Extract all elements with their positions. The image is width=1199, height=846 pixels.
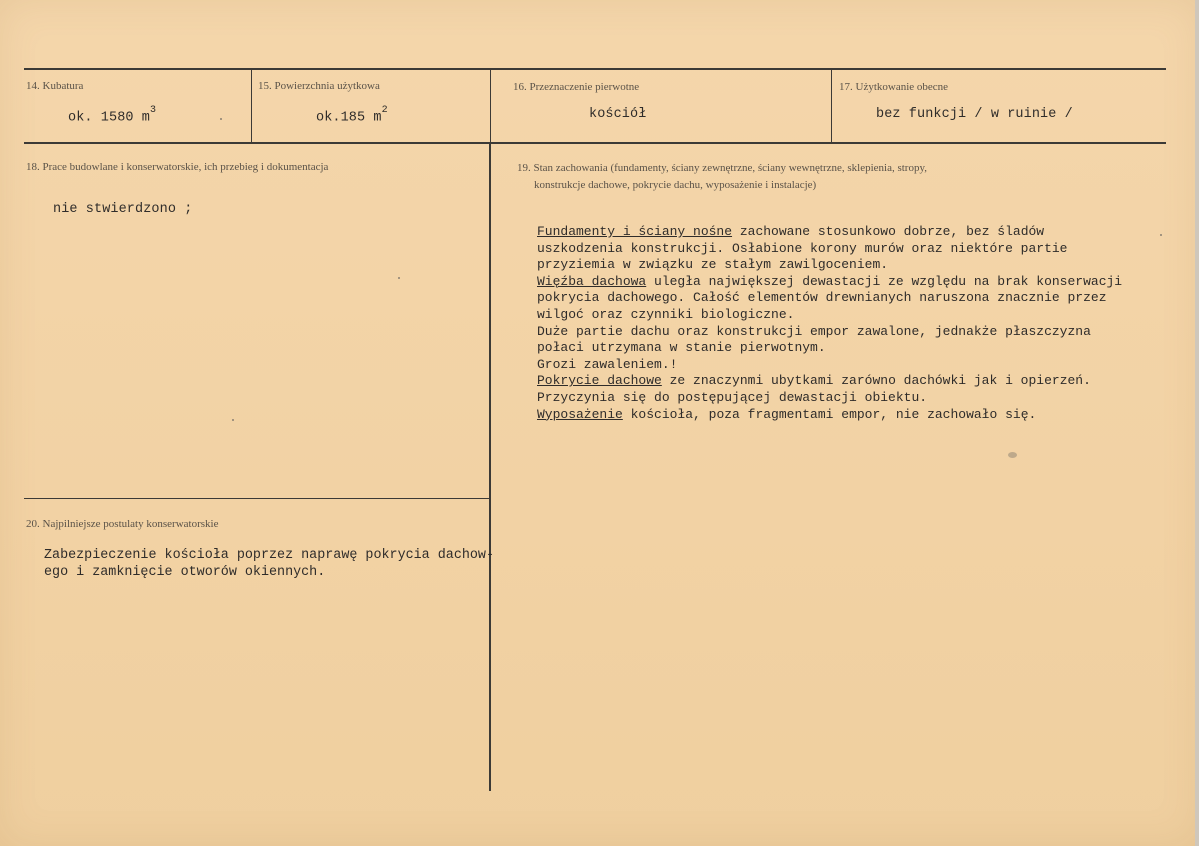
condition-heading: Pokrycie dachowe [537, 373, 662, 389]
paper-speck [232, 419, 234, 421]
field-18-label: 18. Prace budowlane i konserwatorskie, ich przebieg i dokumentacja [26, 161, 329, 173]
field-20-label: 20. Najpilniejsze postulaty konserwatorskie [26, 518, 219, 530]
condition-text: pokrycia dachowego. Całość elementów drewnianych naruszona znacznie przez [537, 290, 1107, 306]
condition-text: ze znaczynmi ubytkami zarówno dachówki jak i opierzeń. [661, 373, 1091, 389]
condition-text: kościoła, poza fragmentami empor, nie zachowało się. [622, 406, 1037, 422]
main-vertical-divider [489, 143, 491, 791]
field-15-label: 15. Powierzchnia użytkowa [258, 80, 380, 92]
condition-text: Duże partie dachu oraz konstrukcji empor zawalone, jednakże płaszczyzna [537, 323, 1091, 339]
row1-divider-1 [251, 69, 252, 142]
field-14-value [68, 105, 157, 126]
card-edge [1195, 0, 1199, 846]
condition-line [537, 373, 1122, 390]
field-19-label-line1: 19. Stan zachowania (fundamenty, ściany zewnętrzne, ściany wewnętrzne, sklepienia, stropy, [517, 162, 928, 174]
field-14-unit-exponent: 3 [150, 105, 157, 116]
condition-text: wilgoć oraz czynniki biologiczne. [537, 306, 795, 322]
field-14-number: ok. 1580 m [68, 110, 151, 126]
condition-text: zachowane stosunkowo dobrze, bez śladów [732, 224, 1045, 239]
paper-speck [398, 277, 400, 279]
condition-text: uszkodzenia konstrukcji. Osłabione korony murów oraz niektóre partie [537, 240, 1068, 256]
condition-line [537, 390, 1122, 407]
field-20-line-1: Zabezpieczenie kościoła poprzez naprawę pokrycia dachow- [44, 548, 494, 563]
paper-speck [220, 118, 222, 120]
condition-line [537, 274, 1122, 291]
field-19-condition-text [537, 224, 1122, 423]
condition-text: Przyczynia się do postępującej dewastacji obiektu. [537, 389, 928, 405]
condition-line [537, 324, 1122, 341]
condition-heading: Fundamenty i ściany nośne [537, 224, 733, 239]
section-18-20-divider [24, 498, 489, 499]
field-17-value: bez funkcji / w ruinie / [876, 107, 1073, 122]
row1-divider-3 [831, 69, 832, 142]
condition-line [537, 357, 1122, 374]
paper-speck [1160, 234, 1162, 236]
field-15-value [316, 105, 388, 126]
field-20-value [44, 547, 494, 581]
condition-line [537, 340, 1122, 357]
field-16-label: 16. Przeznaczenie pierwotne [513, 81, 640, 93]
condition-line [537, 290, 1122, 307]
field-15-unit-exponent: 2 [381, 105, 388, 116]
field-16-value: kościół [589, 107, 647, 122]
paper-speck [1008, 452, 1017, 458]
condition-text: uległa największej dewastacji ze względu na brak konserwacji [646, 273, 1123, 289]
condition-line [537, 224, 1122, 241]
field-14-label: 14. Kubatura [26, 80, 84, 92]
top-rule [24, 68, 1166, 70]
condition-text: połaci utrzymana w stanie pierwotnym. [537, 340, 826, 356]
condition-line [537, 241, 1122, 258]
row1-divider-2 [490, 69, 491, 142]
field-19-label-line2: konstrukcje dachowe, pokrycie dachu, wyposażenie i instalacje) [534, 179, 817, 191]
condition-heading: Wyposażenie [537, 406, 623, 422]
condition-line [537, 257, 1122, 274]
condition-heading: Więźba dachowa [537, 273, 647, 289]
field-18-value: nie stwierdzono ; [53, 202, 193, 217]
condition-line [537, 307, 1122, 324]
row1-bottom-rule [24, 142, 1166, 144]
field-17-label: 17. Użytkowanie obecne [839, 81, 949, 93]
condition-text: Grozi zawaleniem.! [537, 356, 678, 372]
condition-text: przyziemia w związku ze stałym zawilgoceniem. [537, 257, 889, 273]
field-20-line-2: ego i zamknięcie otworów okiennych. [44, 565, 326, 580]
field-15-number: ok.185 m [316, 110, 382, 126]
condition-line [537, 407, 1122, 424]
